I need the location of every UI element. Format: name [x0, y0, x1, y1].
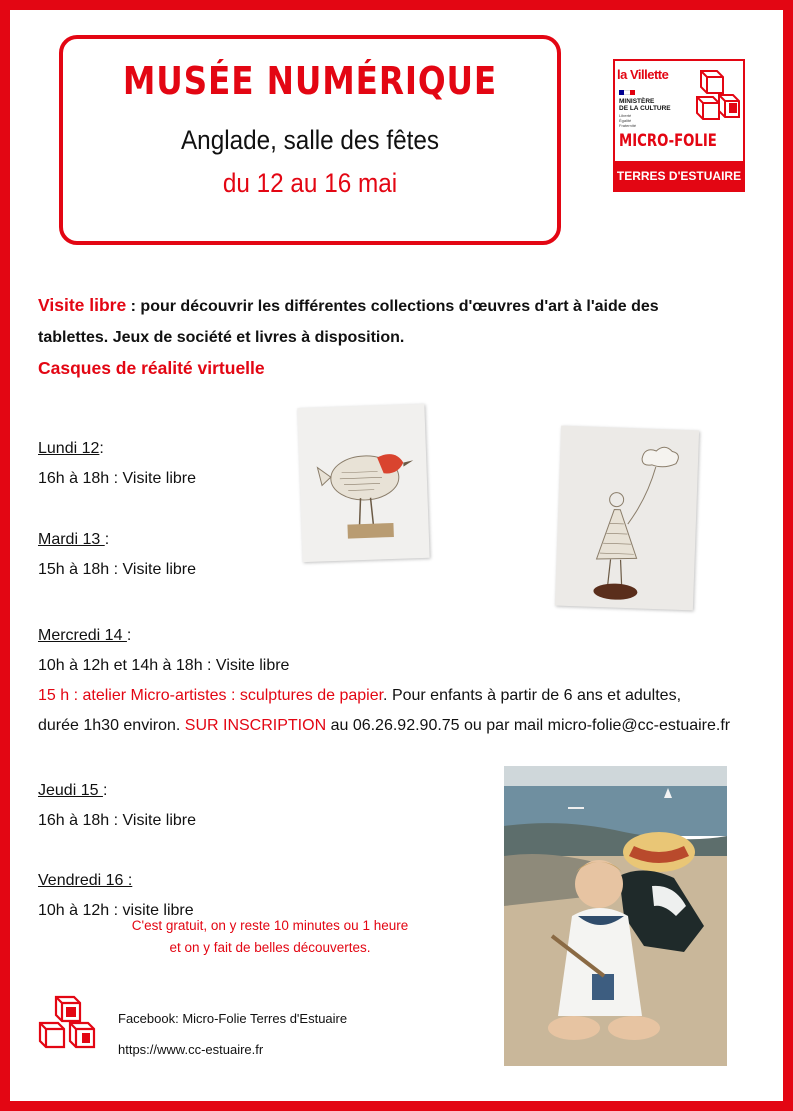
intro-section: [38, 290, 738, 383]
cube-stack-logo-icon: [695, 65, 743, 123]
free-entry-notice: C'est gratuit, on y reste 10 minutes ou 1 heure et on y fait de belles découvertes.: [131, 918, 409, 955]
day-label: Mardi 13: [38, 531, 105, 548]
schedule-mardi: Mardi 13 : 15h à 18h : Visite libre: [38, 525, 196, 585]
ministere-label: MINISTÈRE DE LA CULTURE: [619, 98, 671, 112]
day-label: Vendredi 16 :: [38, 872, 133, 889]
time-slot: 16h à 18h : Visite libre: [38, 470, 197, 487]
title-box: [59, 35, 561, 245]
inscription-label: SUR INSCRIPTION: [184, 717, 327, 734]
paper-girl-sculpture-photo: [555, 426, 699, 611]
schedule-lundi: Lundi 12: 16h à 18h : Visite libre: [38, 434, 196, 494]
la-villette-logo: la Villette: [617, 67, 669, 82]
facebook-link[interactable]: Facebook: Micro-Folie Terres d'Estuaire: [118, 1011, 348, 1026]
intro-visite-line: Visite libre : pour découvrir les différentes collections d'œuvres d'art à l'aide des: [38, 295, 659, 315]
visite-libre-label: Visite libre: [38, 295, 127, 315]
bird-sculpture-photo: [297, 404, 429, 562]
time-slot: 15h à 18h : Visite libre: [38, 561, 197, 578]
vr-headsets-label: Casques de réalité virtuelle: [38, 358, 265, 378]
micro-folie-name: MICRO-FOLIE: [619, 131, 717, 151]
atelier-title: 15 h : atelier Micro-artistes : sculptures de papier: [38, 687, 384, 704]
intro-visite-line-2: tablettes. Jeux de société et livres à disposition.: [38, 329, 405, 346]
contact-info: au 06.26.92.90.75 ou par mail micro-folie@cc-estuaire.fr: [326, 717, 731, 734]
time-slot: 10h à 12h et 14h à 18h : Visite libre: [38, 657, 290, 674]
visite-description: pour découvrir les différentes collections d'œuvres d'art à l'aide des: [140, 298, 659, 315]
website-link[interactable]: https://www.cc-estuaire.fr: [118, 1042, 264, 1057]
time-slot: 10h à 12h : visite libre: [38, 902, 194, 919]
terres-estuaire-band: TERRES D'ESTUAIRE: [615, 161, 743, 192]
footer-contacts: [118, 1003, 347, 1065]
schedule-mercredi: Mercredi 14 : 10h à 12h et 14h à 18h : Visite libre 15 h : atelier Micro-artistes : sculptures de papier. Pour enfants à partir de 6 ans et adultes, durée 1h30 environ. SUR INSCRIPTION au 06.26.92.90.75 ou par mail micro-folie@cc-estuaire.fr: [38, 621, 730, 741]
day-label: Lundi 12: [38, 440, 100, 457]
event-location: Anglade, salle des fêtes: [180, 125, 440, 155]
republic-motto: Liberté Égalité Fraternité: [619, 113, 637, 128]
event-dates: du 12 au 16 mai: [222, 168, 398, 198]
page-title: MUSÉE NUMÉRIQUE: [122, 59, 498, 103]
day-label: Mercredi 14: [38, 627, 127, 644]
cube-stack-icon: [38, 995, 100, 1053]
day-label: Jeudi 15: [38, 782, 103, 799]
atelier-details: durée 1h30 environ. SUR INSCRIPTION au 06.26.92.90.75 ou par mail micro-folie@cc-estuaire.fr: [38, 717, 731, 734]
french-flag-icon: [619, 90, 635, 95]
children-on-beach-painting: [504, 766, 727, 1066]
micro-folie-logo: [613, 59, 745, 192]
schedule-jeudi: Jeudi 15 : 16h à 18h : Visite libre: [38, 776, 196, 836]
atelier-line: 15 h : atelier Micro-artistes : sculptures de papier. Pour enfants à partir de 6 ans et adultes,: [38, 687, 682, 704]
time-slot: 16h à 18h : Visite libre: [38, 812, 197, 829]
